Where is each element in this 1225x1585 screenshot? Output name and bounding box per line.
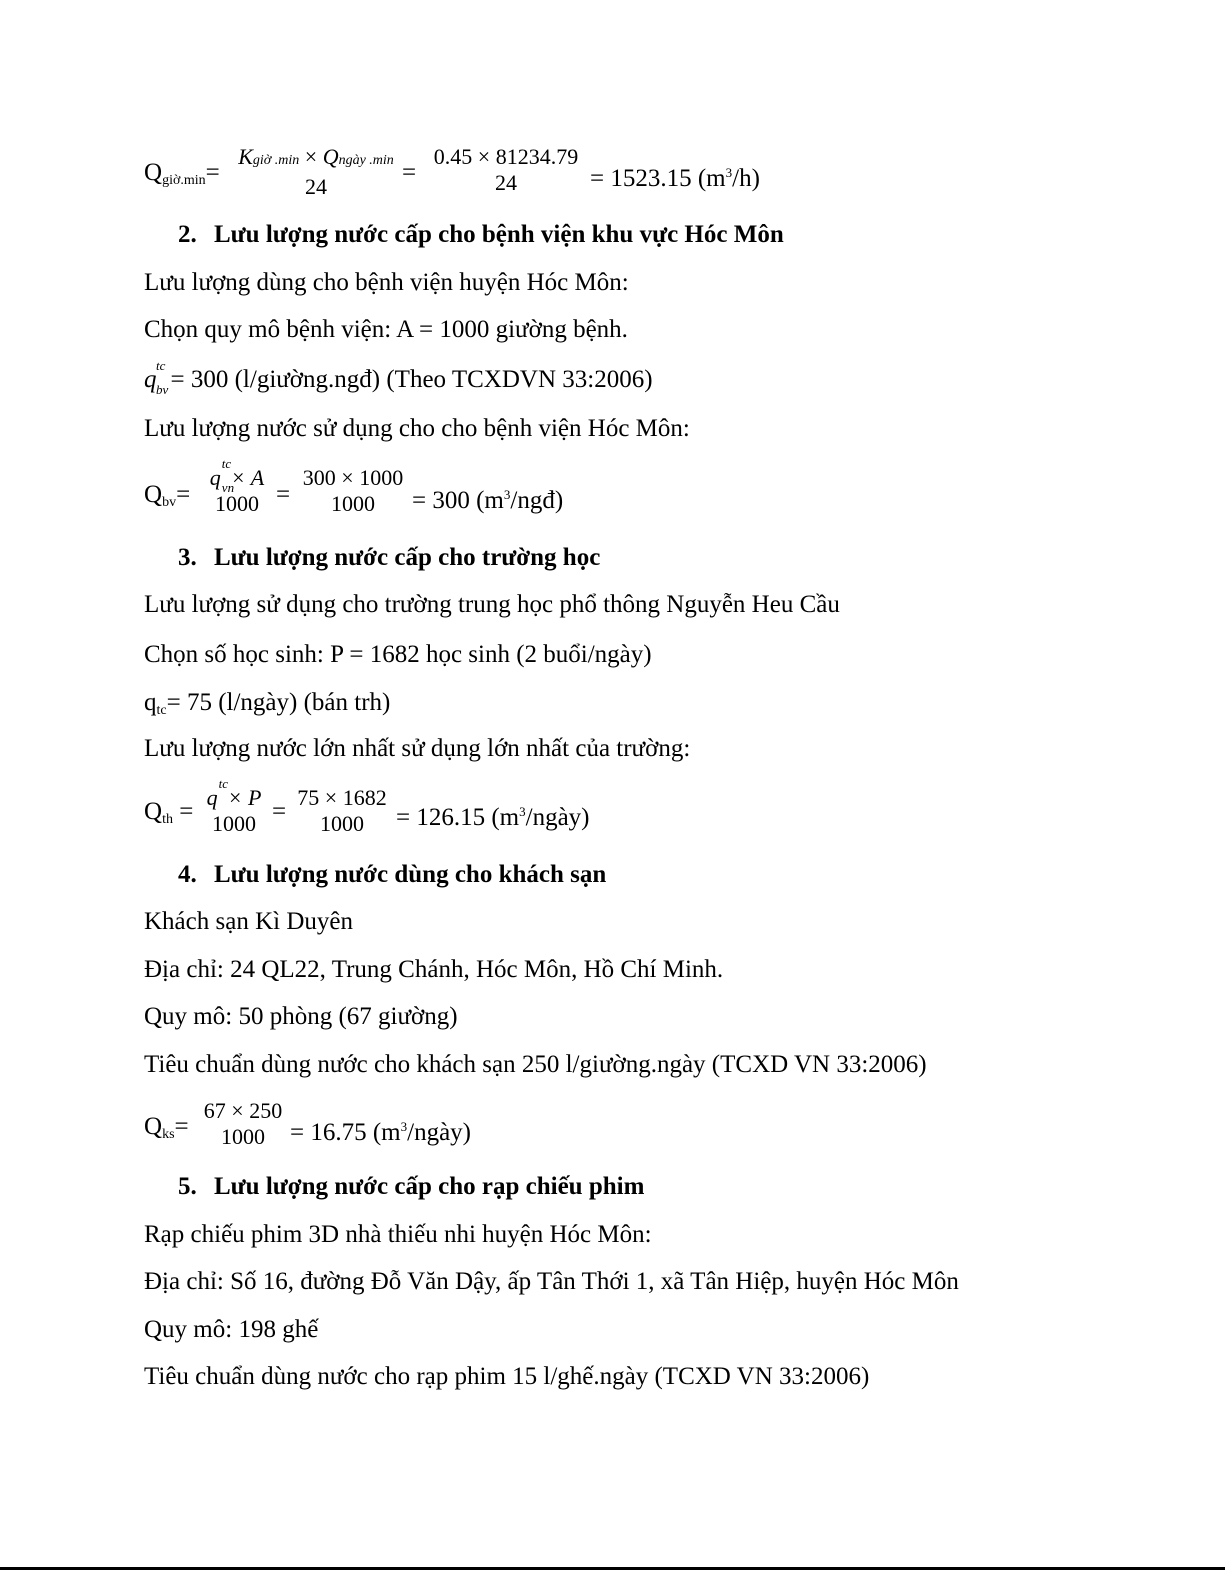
cinema-scale: Quy mô: 198 ghế (144, 1316, 319, 1343)
eq-qgio-min-equals-2: = (402, 159, 417, 186)
eq-qth-result: = 126.15 $(m^3/ngày)$ (396, 804, 590, 831)
section-heading-school: 3. Lưu lượng nước cấp cho trường học (178, 544, 601, 571)
hospital-standard: q tc bv = 300 (l/giường.ngđ) (Theo TCXDVN 33:2006) (144, 358, 653, 397)
eq-qbv-equals-2: = (276, 481, 291, 508)
eq-qth-fraction-2: 75 × 1682 1000 (297, 785, 387, 836)
eq-qbv-lhs: $Q_{bv}=$ (144, 481, 191, 510)
hospital-scale: Chọn quy mô bệnh viện: A = 1000 giường bệnh. (144, 316, 628, 343)
section-heading-hospital: 2. Lưu lượng nước cấp cho bệnh viện khu vực Hóc Môn (178, 221, 784, 248)
eq-qbv-result: = 300 $(m^3/ngđ)$ (412, 487, 564, 514)
eq-qth-equals-2: = (272, 798, 287, 825)
eq-qks-result: = 16.75 $(m^3/ngày)$ (290, 1119, 471, 1146)
eq-qth-fraction-1: q tc × P 1000 (206, 776, 262, 836)
hospital-usage-label: Lưu lượng nước sử dụng cho cho bệnh viện Hóc Môn: (144, 415, 690, 442)
cinema-standard: Tiêu chuẩn dùng nước cho rạp phim 15 l/ghế.ngày (TCXD VN 33:2006) (144, 1363, 870, 1390)
section-heading-cinema: 5. Lưu lượng nước cấp cho rạp chiếu phim (178, 1173, 645, 1200)
eq-qks-fraction: 67 × 250 1000 (203, 1098, 283, 1149)
eq-qgio-min-lhs: $Q_{giờ.min}=$ (144, 159, 220, 188)
eq-qgio-min-fraction-2: 0.45 × 81234.79 24 (433, 144, 579, 195)
page-bottom-border (0, 1567, 1225, 1570)
cinema-address: Địa chỉ: Số 16, đường Đỗ Văn Dậy, ấp Tân Thới 1, xã Tân Hiệp, huyện Hóc Môn (144, 1268, 959, 1295)
eq-qbv-fraction-1: q tc vn × A 1000 (209, 456, 265, 516)
cinema-name: Rạp chiếu phim 3D nhà thiếu nhi huyện Hóc Môn: (144, 1221, 652, 1248)
hospital-intro: Lưu lượng dùng cho bệnh viện huyện Hóc Môn: (144, 269, 629, 296)
hotel-address: Địa chỉ: 24 QL22, Trung Chánh, Hóc Môn, Hồ Chí Minh. (144, 956, 724, 983)
school-students: Chọn số học sinh: P = 1682 học sinh (2 buổi/ngày) (144, 641, 652, 668)
section-heading-hotel: 4. Lưu lượng nước dùng cho khách sạn (178, 861, 607, 888)
eq-qgio-min-fraction-1: Kgiờ .min × Qngày .min 24 (238, 144, 394, 199)
hotel-scale: Quy mô: 50 phòng (67 giường) (144, 1003, 458, 1030)
school-intro: Lưu lượng sử dụng cho trường trung học phổ thông Nguyễn Heu Cầu (144, 591, 840, 618)
hotel-name: Khách sạn Kì Duyên (144, 908, 353, 935)
eq-qks-lhs: $Q_{ks}=$ (144, 1113, 189, 1142)
hotel-standard: Tiêu chuẩn dùng nước cho khách sạn 250 l/giường.ngày (TCXD VN 33:2006) (144, 1051, 927, 1078)
school-standard: $q_{tc}= 75$ (l/ngày) (bán trh) (144, 689, 391, 718)
eq-qbv-fraction-2: 300 × 1000 1000 (302, 465, 404, 516)
eq-qth-lhs: $Q_{th}$ = (144, 798, 194, 827)
eq-qgio-min-result: = 1523.15 $(m^3/h)$ (590, 165, 760, 192)
school-usage-label: Lưu lượng nước lớn nhất sử dụng lớn nhất của trường: (144, 735, 691, 762)
